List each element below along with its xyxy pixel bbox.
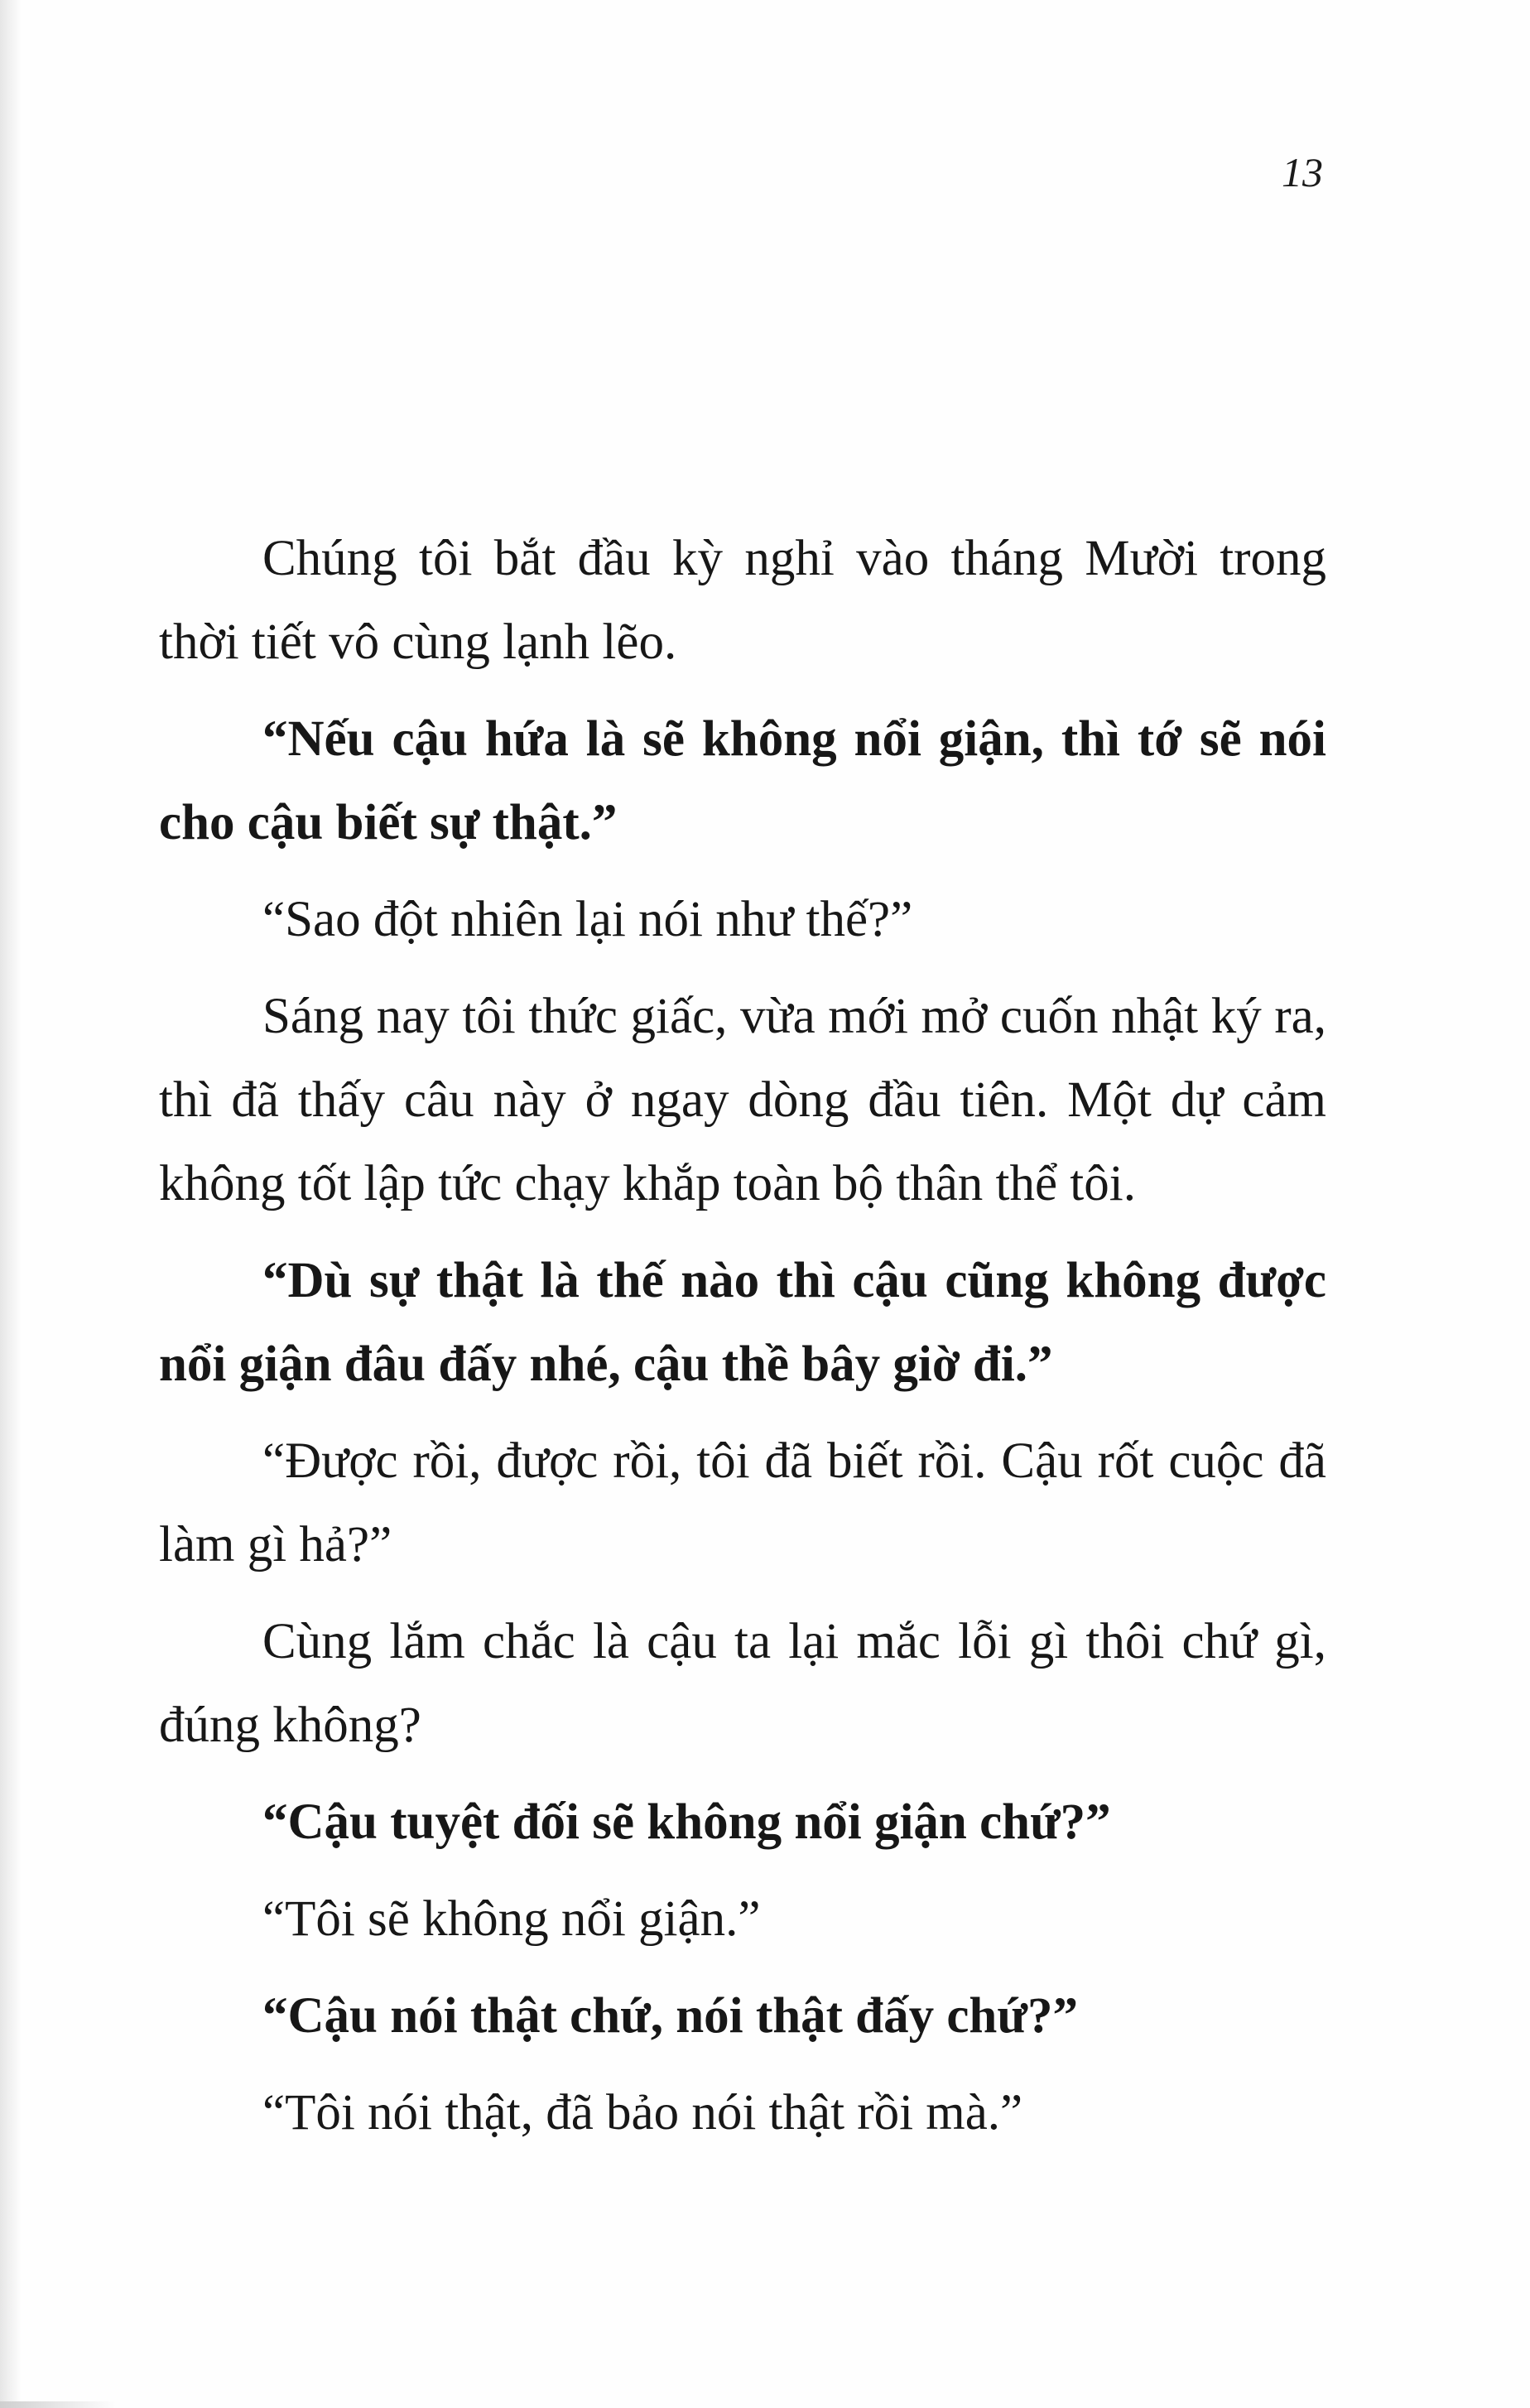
paragraph: “Tôi nói thật, đã bảo nói thật rồi mà.”: [262, 2085, 1023, 2141]
paragraph: Sáng nay tôi thức giấc, vừa mới mở cuốn nhật ký ra, thì đã thấy câu này ở ngay dòng đầu tiên. Một dự cảm không tốt lập tức chạy khắp toàn bộ thân thể tôi.: [159, 989, 1326, 1211]
paragraph-bold: “Cậu tuyệt đối sẽ không nổi giận chứ?”: [262, 1794, 1111, 1850]
paragraph: “Sao đột nhiên lại nói như thế?”: [262, 892, 913, 947]
paragraph-bold: “Nếu cậu hứa là sẽ không nổi giận, thì tớ sẽ nói cho cậu biết sự thật.”: [159, 711, 1326, 850]
paragraph: Cùng lắm chắc là cậu ta lại mắc lỗi gì thôi chứ gì, đúng không?: [159, 1614, 1326, 1753]
paragraph: Chúng tôi bắt đầu kỳ nghỉ vào tháng Mười trong thời tiết vô cùng lạnh lẽo.: [159, 531, 1326, 670]
body-text: [159, 517, 1326, 2155]
paragraph-bold: “Cậu nói thật chứ, nói thật đấy chứ?”: [262, 1988, 1078, 2044]
scan-shadow-bottom: [0, 2401, 116, 2408]
paragraph: “Được rồi, được rồi, tôi đã biết rồi. Cậu rốt cuộc đã làm gì hả?”: [159, 1433, 1326, 1572]
paragraph: “Tôi sẽ không nổi giận.”: [262, 1891, 761, 1947]
page-number: 13: [1282, 149, 1323, 195]
scan-shadow-left: [0, 0, 22, 2408]
paragraph-bold: “Dù sự thật là thế nào thì cậu cũng không được nổi giận đâu đấy nhé, cậu thề bây giờ đi.”: [159, 1253, 1326, 1392]
